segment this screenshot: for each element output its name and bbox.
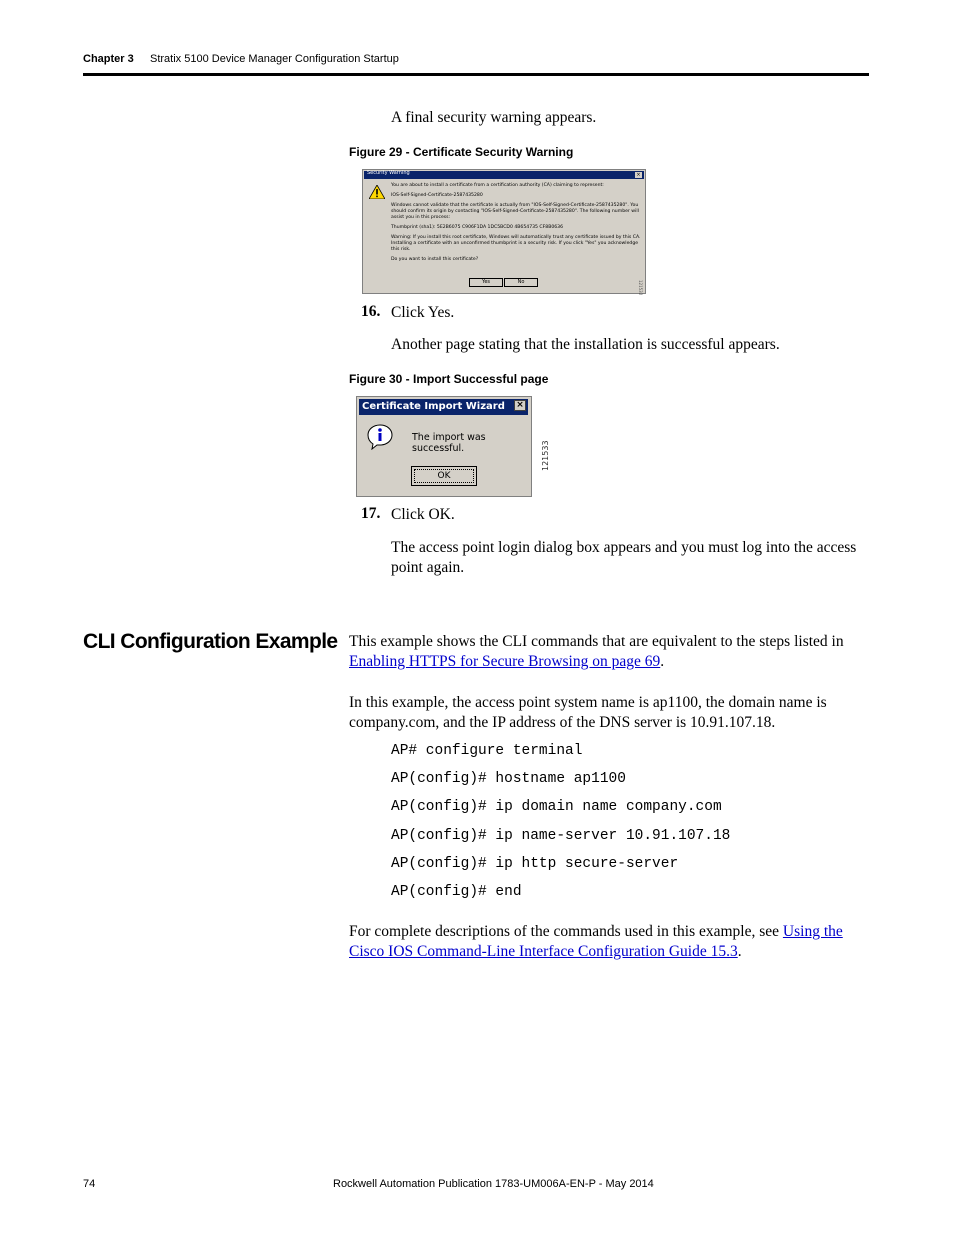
dialog-title-bar (359, 399, 528, 415)
header-title: Stratix 5100 Device Manager Configuration Startup (150, 53, 399, 65)
cli-paragraph2-line1: In this example, the access point system name is ap1100, the domain name is (349, 694, 827, 711)
dialog-paragraph: Windows cannot validate that the certificate is actually from "IOS-Self-Signed-Certificate-2587435280". You should confirm its origin by contacting "IOS-Self-Signed-Certificate-2587435280". The following number will assist you in this process: (391, 202, 639, 221)
code-line: AP(config)# ip domain name company.com (391, 799, 722, 815)
step16-number: 16. (361, 303, 381, 320)
dialog-paragraph: Thumbprint (sha1): 5E2B6075 C906F1DA 1DC5BCD0 4B654735 CF8B0636 (391, 224, 564, 230)
figure30-caption: Figure 30 - Import Successful page (349, 372, 549, 386)
paragraph-text: For complete descriptions of the commands used in this example, see (349, 923, 783, 940)
cli-paragraph3-line1 (349, 922, 843, 942)
security-warning-dialog (362, 169, 646, 294)
dialog-title: Security Warning (367, 170, 410, 176)
figure29-caption: Figure 29 - Certificate Security Warning (349, 145, 574, 159)
step17-number: 17. (361, 505, 381, 522)
dialog-body-text (391, 183, 641, 267)
dialog-paragraph: Do you want to install this certificate? (391, 257, 479, 263)
code-line: AP(config)# ip name-server 10.91.107.18 (391, 828, 731, 844)
dialog-title: Certificate Import Wizard (362, 401, 505, 412)
dialog-paragraph: IOS-Self-Signed-Certificate-2587435280 (391, 192, 483, 198)
cli-paragraph1-line1: This example shows the CLI commands that are equivalent to the steps listed in (349, 633, 844, 650)
text-after-step17-line2: point again. (391, 559, 465, 576)
header-chapter: Chapter 3 (83, 53, 134, 65)
text-after-step16: Another page stating that the installation is successful appears. (391, 336, 780, 353)
dialog-paragraph: You are about to install a certificate from a certification authority (CA) claiming to represent: (391, 183, 604, 188)
yes-button: Yes (469, 278, 503, 287)
ok-button (411, 466, 477, 486)
figure30-number: 121533 (541, 440, 550, 471)
cisco-guide-link-part2[interactable]: Cisco IOS Command-Line Interface Configuration Guide 15.3 (349, 943, 738, 960)
certificate-import-dialog (356, 396, 532, 497)
enabling-https-link[interactable]: Enabling HTTPS for Secure Browsing on page 69 (349, 653, 661, 670)
ok-button-label: OK (414, 469, 474, 483)
section-heading: CLI Configuration Example (83, 630, 338, 653)
cli-paragraph3-line2 (349, 942, 742, 962)
cli-paragraph2-line2: company.com, and the IP address of the DNS server is 10.91.107.18. (349, 714, 776, 731)
header-rule (83, 73, 869, 76)
cli-paragraph1-line2 (349, 652, 664, 672)
info-icon (367, 424, 393, 450)
cisco-guide-link-part1[interactable]: Using the (782, 923, 843, 940)
dialog-title-bar (364, 171, 644, 179)
code-line: AP(config)# hostname ap1100 (391, 771, 626, 787)
warning-icon (369, 185, 385, 199)
step17-text: Click OK. (391, 506, 455, 523)
close-icon: × (514, 400, 526, 411)
code-line: AP# configure terminal (391, 743, 583, 759)
publication-info: Rockwell Automation Publication 1783-UM006A-EN-P - May 2014 (333, 1178, 654, 1190)
period: . (737, 943, 742, 960)
dialog-paragraph: Warning: If you install this root certificate, Windows will automatically trust any certificate issued by this CA. Installing a certificate with an unconfirmed thumbprint is a security risk. If you click "Yes" you acknowledge this risk. (391, 234, 641, 253)
page-number: 74 (83, 1178, 96, 1190)
text-after-step17-line1: The access point login dialog box appears and you must log into the access (391, 539, 857, 556)
code-line: AP(config)# end (391, 884, 522, 900)
intro-text: A final security warning appears. (391, 109, 597, 126)
close-icon: × (636, 172, 641, 178)
figure29-number: 121532 (638, 280, 643, 296)
step16-text: Click Yes. (391, 304, 455, 321)
period: . (660, 653, 665, 670)
dialog-message: The import was successful. (412, 432, 486, 454)
no-button: No (504, 278, 538, 287)
code-line: AP(config)# ip http secure-server (391, 856, 679, 872)
